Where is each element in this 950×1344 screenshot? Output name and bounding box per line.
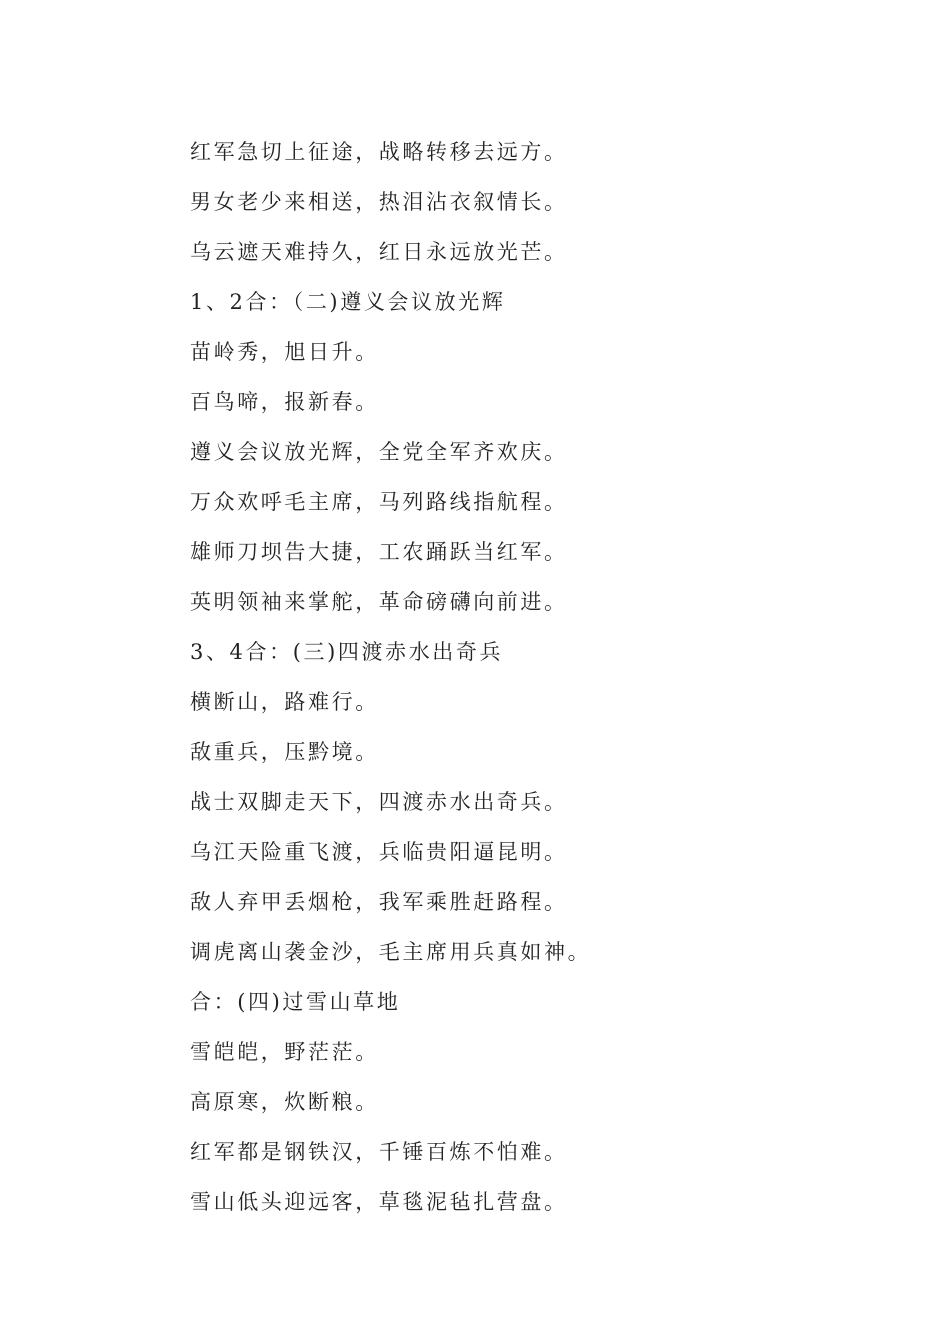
text-line: 高原寒，炊断粮。 <box>190 1090 379 1114</box>
text-line: 男女老少来相送，热泪沾衣叙情长。 <box>190 190 568 214</box>
text-line: 乌江天险重飞渡，兵临贵阳逼昆明。 <box>190 840 568 864</box>
text-line: 调虎离山袭金沙，毛主席用兵真如神。 <box>190 940 592 964</box>
text-line: 雪山低头迎远客，草毯泥毡扎营盘。 <box>190 1190 568 1214</box>
section-heading: 3、4合：(三)四渡赤水出奇兵 <box>190 640 504 664</box>
section-heading: 1、2合：（二)遵义会议放光辉 <box>190 290 506 314</box>
text-line: 万众欢呼毛主席，马列路线指航程。 <box>190 490 568 514</box>
text-line: 敌人弃甲丢烟枪，我军乘胜赶路程。 <box>190 890 568 914</box>
text-line: 遵义会议放光辉，全党全军齐欢庆。 <box>190 440 568 464</box>
text-line: 敌重兵，压黔境。 <box>190 740 379 764</box>
text-line: 雄师刀坝告大捷，工农踊跃当红军。 <box>190 540 568 564</box>
text-line: 百鸟啼，报新春。 <box>190 390 379 414</box>
text-line: 雪皑皑，野茫茫。 <box>190 1040 379 1064</box>
text-line: 横断山，路难行。 <box>190 690 379 714</box>
text-line: 战士双脚走天下，四渡赤水出奇兵。 <box>190 790 568 814</box>
text-line: 英明领袖来掌舵，革命磅礴向前进。 <box>190 590 568 614</box>
section-heading: 合：(四)过雪山草地 <box>190 990 401 1014</box>
text-line: 红军急切上征途，战略转移去远方。 <box>190 140 568 164</box>
text-line: 乌云遮天难持久，红日永远放光芒。 <box>190 240 568 264</box>
text-line: 苗岭秀，旭日升。 <box>190 340 379 364</box>
poem-text <box>190 136 890 1236</box>
text-line: 红军都是钢铁汉，千锤百炼不怕难。 <box>190 1140 568 1164</box>
